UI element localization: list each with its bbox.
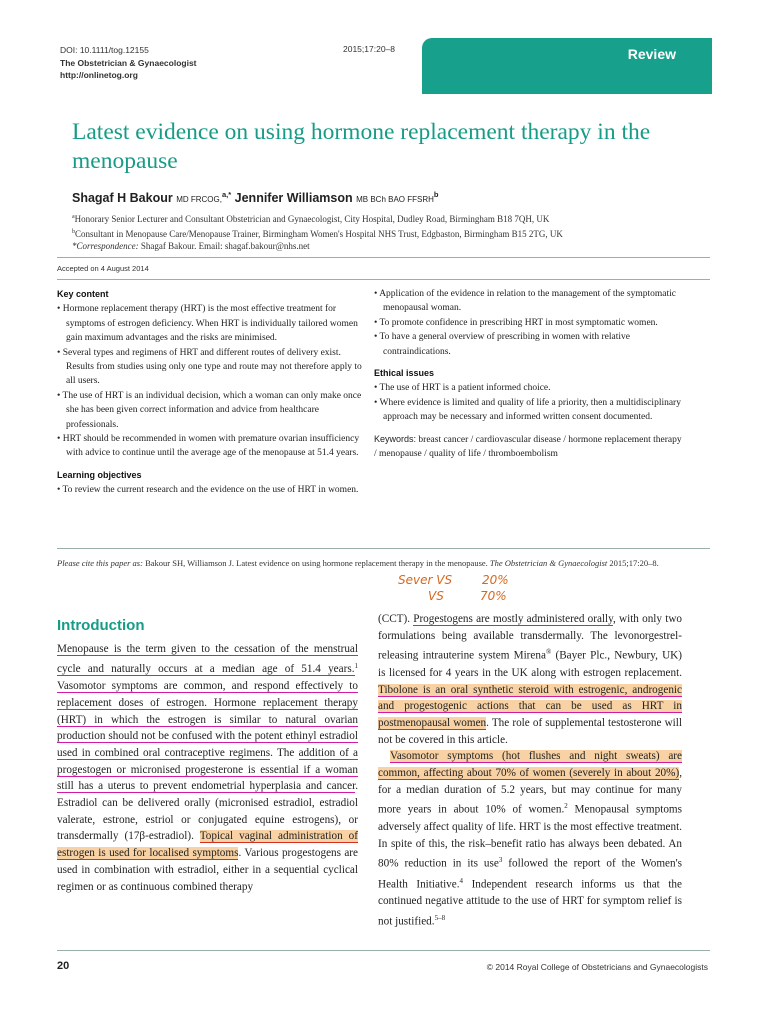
- affiliation-b: $^b$Consultant in Menopause Care/Menopause Trainer, Birmingham Women's Hospital NHS Trust, Edgbaston, Birmingham B15 2TG, UK: [72, 228, 563, 239]
- paragraph: (CCT). Progestogens are mostly administered orally, with only two formulations being available transdermally. The levonorgestrel-releasing intrauterine system Mirena® (Bayer Plc., Newbury, UK) is licensed for 4 years in the UK along with estrogen replacement. Tibolone is an oral synthetic steroid with estrogenic, androgenic and progestogenic actions that can be used as HRT in postmenopausal women. The role of supplemental testosterone will not be covered in this article.: [378, 613, 682, 746]
- doi[interactable]: DOI: 10.1111/tog.12155: [60, 45, 149, 55]
- paragraph: Vasomotor symptoms (hot flushes and night sweats) are common, affecting about 70% of women (severely in about 20%), for a median duration of 5.2 years, but may continue for many more years in about 10% of women.$^2$ Menopausal symptoms adversely affect quality of life. HRT is the most effective treatment. In spite of this, the risk–benefit ratio has always been debated. An 80% reduction in its use$^3$ followed the report of the Women's Health Initiative.$^4$ Independent research informs us that the continued negative attitude to the use of HRT for symptom relief is not justified.$^{5-8}$: [378, 750, 682, 928]
- body-column-right: [378, 611, 682, 930]
- affiliations: [72, 211, 563, 253]
- citation-note: Please cite this paper as: Bakour SH, Williamson J. Latest evidence on using hormone replacement therapy in the menopause. The Obstetrician & Gynaecologist 2015;17:20–8.: [57, 558, 659, 568]
- divider: [57, 257, 710, 258]
- correspondence: *Correspondence: Shagaf Bakour. Email: shagaf.bakour@nhs.net: [72, 241, 310, 251]
- section-tab: [422, 38, 712, 94]
- handwritten-note: VS: [428, 589, 444, 603]
- handwritten-note: Sever VS: [398, 573, 453, 587]
- list-item: • The use of HRT is a patient informed choice.: [374, 383, 551, 394]
- author-affil-mark: a,*: [221, 190, 232, 199]
- copyright: © 2014 Royal College of Obstetricians and Gynaecologists: [486, 962, 708, 972]
- accepted-date: Accepted on 4 August 2014: [57, 264, 149, 273]
- handwritten-note: 70%: [480, 589, 507, 603]
- list-item: • Several types and regimens of HRT and different routes of delivery exist. Results from studies using only one type and route may not therefore apply to all users.: [57, 347, 362, 387]
- author-degrees: MD FRCOG,: [176, 195, 222, 205]
- article-meta: [60, 44, 197, 82]
- section-label: Review: [627, 46, 676, 62]
- objectives-ethics-box: [374, 287, 684, 461]
- key-content-box: [57, 287, 362, 498]
- highlighted-text: Vasomotor symptoms (hot flushes and night sweats) are common, affecting about 70% of women (severely in about 20%): [378, 750, 682, 780]
- learning-objectives-heading: Learning objectives: [57, 469, 142, 480]
- list-item: • To promote confidence in prescribing HRT in most symptomatic women.: [374, 317, 658, 328]
- list-item: • Where evidence is limited and quality of life a priority, then a multidisciplinary approach may be necessary and informed written consent documented.: [374, 397, 681, 423]
- key-content-heading: Key content: [57, 289, 109, 299]
- list-item: • Hormone replacement therapy (HRT) is the most effective treatment for symptoms of estrogen deficiency. When HRT is individually tailored women gain maximum advantages and the risks are minimised.: [57, 304, 358, 344]
- author-name: Shagaf H Bakour: [72, 191, 173, 206]
- affiliation-a: $^a$Honorary Senior Lecturer and Consultant Obstetrician and Gynaecologist, City Hospital, Dudley Road, Birmingham B18 7QH, UK: [72, 214, 550, 224]
- divider: [57, 548, 710, 549]
- article-title: Latest evidence on using hormone replacement therapy in the menopause: [72, 119, 651, 174]
- body-column-left: Menopause is the term given to the cessation of the menstrual cycle and naturally occurs at a median age of 51.4 years.$^1$ Vasomotor symptoms are common, and respond effectively to replacement doses of estrogen. Hormone replacement therapy (HRT) in which the estrogen is similar to natural ovarian production should not be confused with the potent ethinyl estradiol used in combined oral contraceptive regimens. The addition of a progestogen or micronised progesterone is essential if a woman still has a uterus to prevent endometrial hyperplasia and cancer. Estradiol can be delivered orally (micronised estradiol, estradiol valerate, estrone, estriol or conjugated equine estrogens), or transdermally (17β-estradiol). Topical vaginal administration of estrogen is used for localised symptoms. Various progestogens are used in combination with estradiol, either in a sequential cyclical regimen or as continuous combined therapy: [57, 643, 359, 893]
- list-item: • To have a general overview of prescribing in women with relative contraindications.: [374, 332, 630, 357]
- highlighted-text: Topical vaginal administration of estrogen is used for localised symptoms: [57, 830, 358, 860]
- annotated-text: Progestogens are mostly administered orally: [413, 613, 613, 625]
- highlighted-text: Tibolone is an oral synthetic steroid with estrogenic, androgenic and progestogenic actions that can be used as HRT in postmenopausal women: [378, 683, 682, 729]
- author-degrees: MB BCh BAO FFSRH: [356, 195, 434, 205]
- ethical-issues-heading: Ethical issues: [374, 368, 435, 379]
- page-number: 20: [57, 960, 70, 972]
- list-item: • The use of HRT is an individual decision, which a woman can only make once she has been given correct information and advice from healthcare professionals.: [57, 390, 362, 430]
- list-item: • To review the current research and the evidence on the use of HRT in women.: [57, 485, 359, 496]
- annotated-text: addition of a progestogen or micronised progesterone is essential if a woman still has a uterus to prevent endometrial hyperplasia and cancer: [57, 746, 359, 793]
- handwritten-note: 20%: [482, 573, 509, 587]
- divider: [57, 279, 710, 280]
- journal-name: The Obstetrician & Gynaecologist: [60, 57, 197, 68]
- annotated-text: Vasomotor symptoms are common, and respond effectively to replacement doses of estrogen.: [57, 680, 358, 709]
- annotated-text: Menopause is the term given to the cessation of the menstrual cycle and naturally occurs at a median age of 51.4 years.: [57, 643, 358, 676]
- keywords: Keywords: breast cancer / cardiovascular disease / hormone replacement therapy / menopause / quality of life / thromboembolism: [374, 433, 682, 460]
- section-heading-introduction: Introduction: [57, 617, 145, 634]
- list-item: • Application of the evidence in relation to the management of the symptomatic menopausal woman.: [374, 289, 676, 314]
- author-list: [72, 190, 439, 205]
- journal-url[interactable]: http://onlinetog.org: [60, 70, 138, 80]
- author-name: Jennifer Williamson: [234, 191, 353, 206]
- annotated-text: Hormone replacement therapy (HRT) in which the estrogen is similar to natural ovarian production should not be confused with the potent ethinyl estradiol used in combined oral contraceptive regimens: [57, 696, 358, 759]
- author-affil-mark: b: [433, 190, 439, 199]
- footer-divider: [57, 950, 710, 951]
- issue-info: 2015;17:20–8: [343, 44, 395, 54]
- list-item: • HRT should be recommended in women with premature ovarian insufficiency with advice to continue until the average age of the menopause at 51.4 years.: [57, 434, 360, 459]
